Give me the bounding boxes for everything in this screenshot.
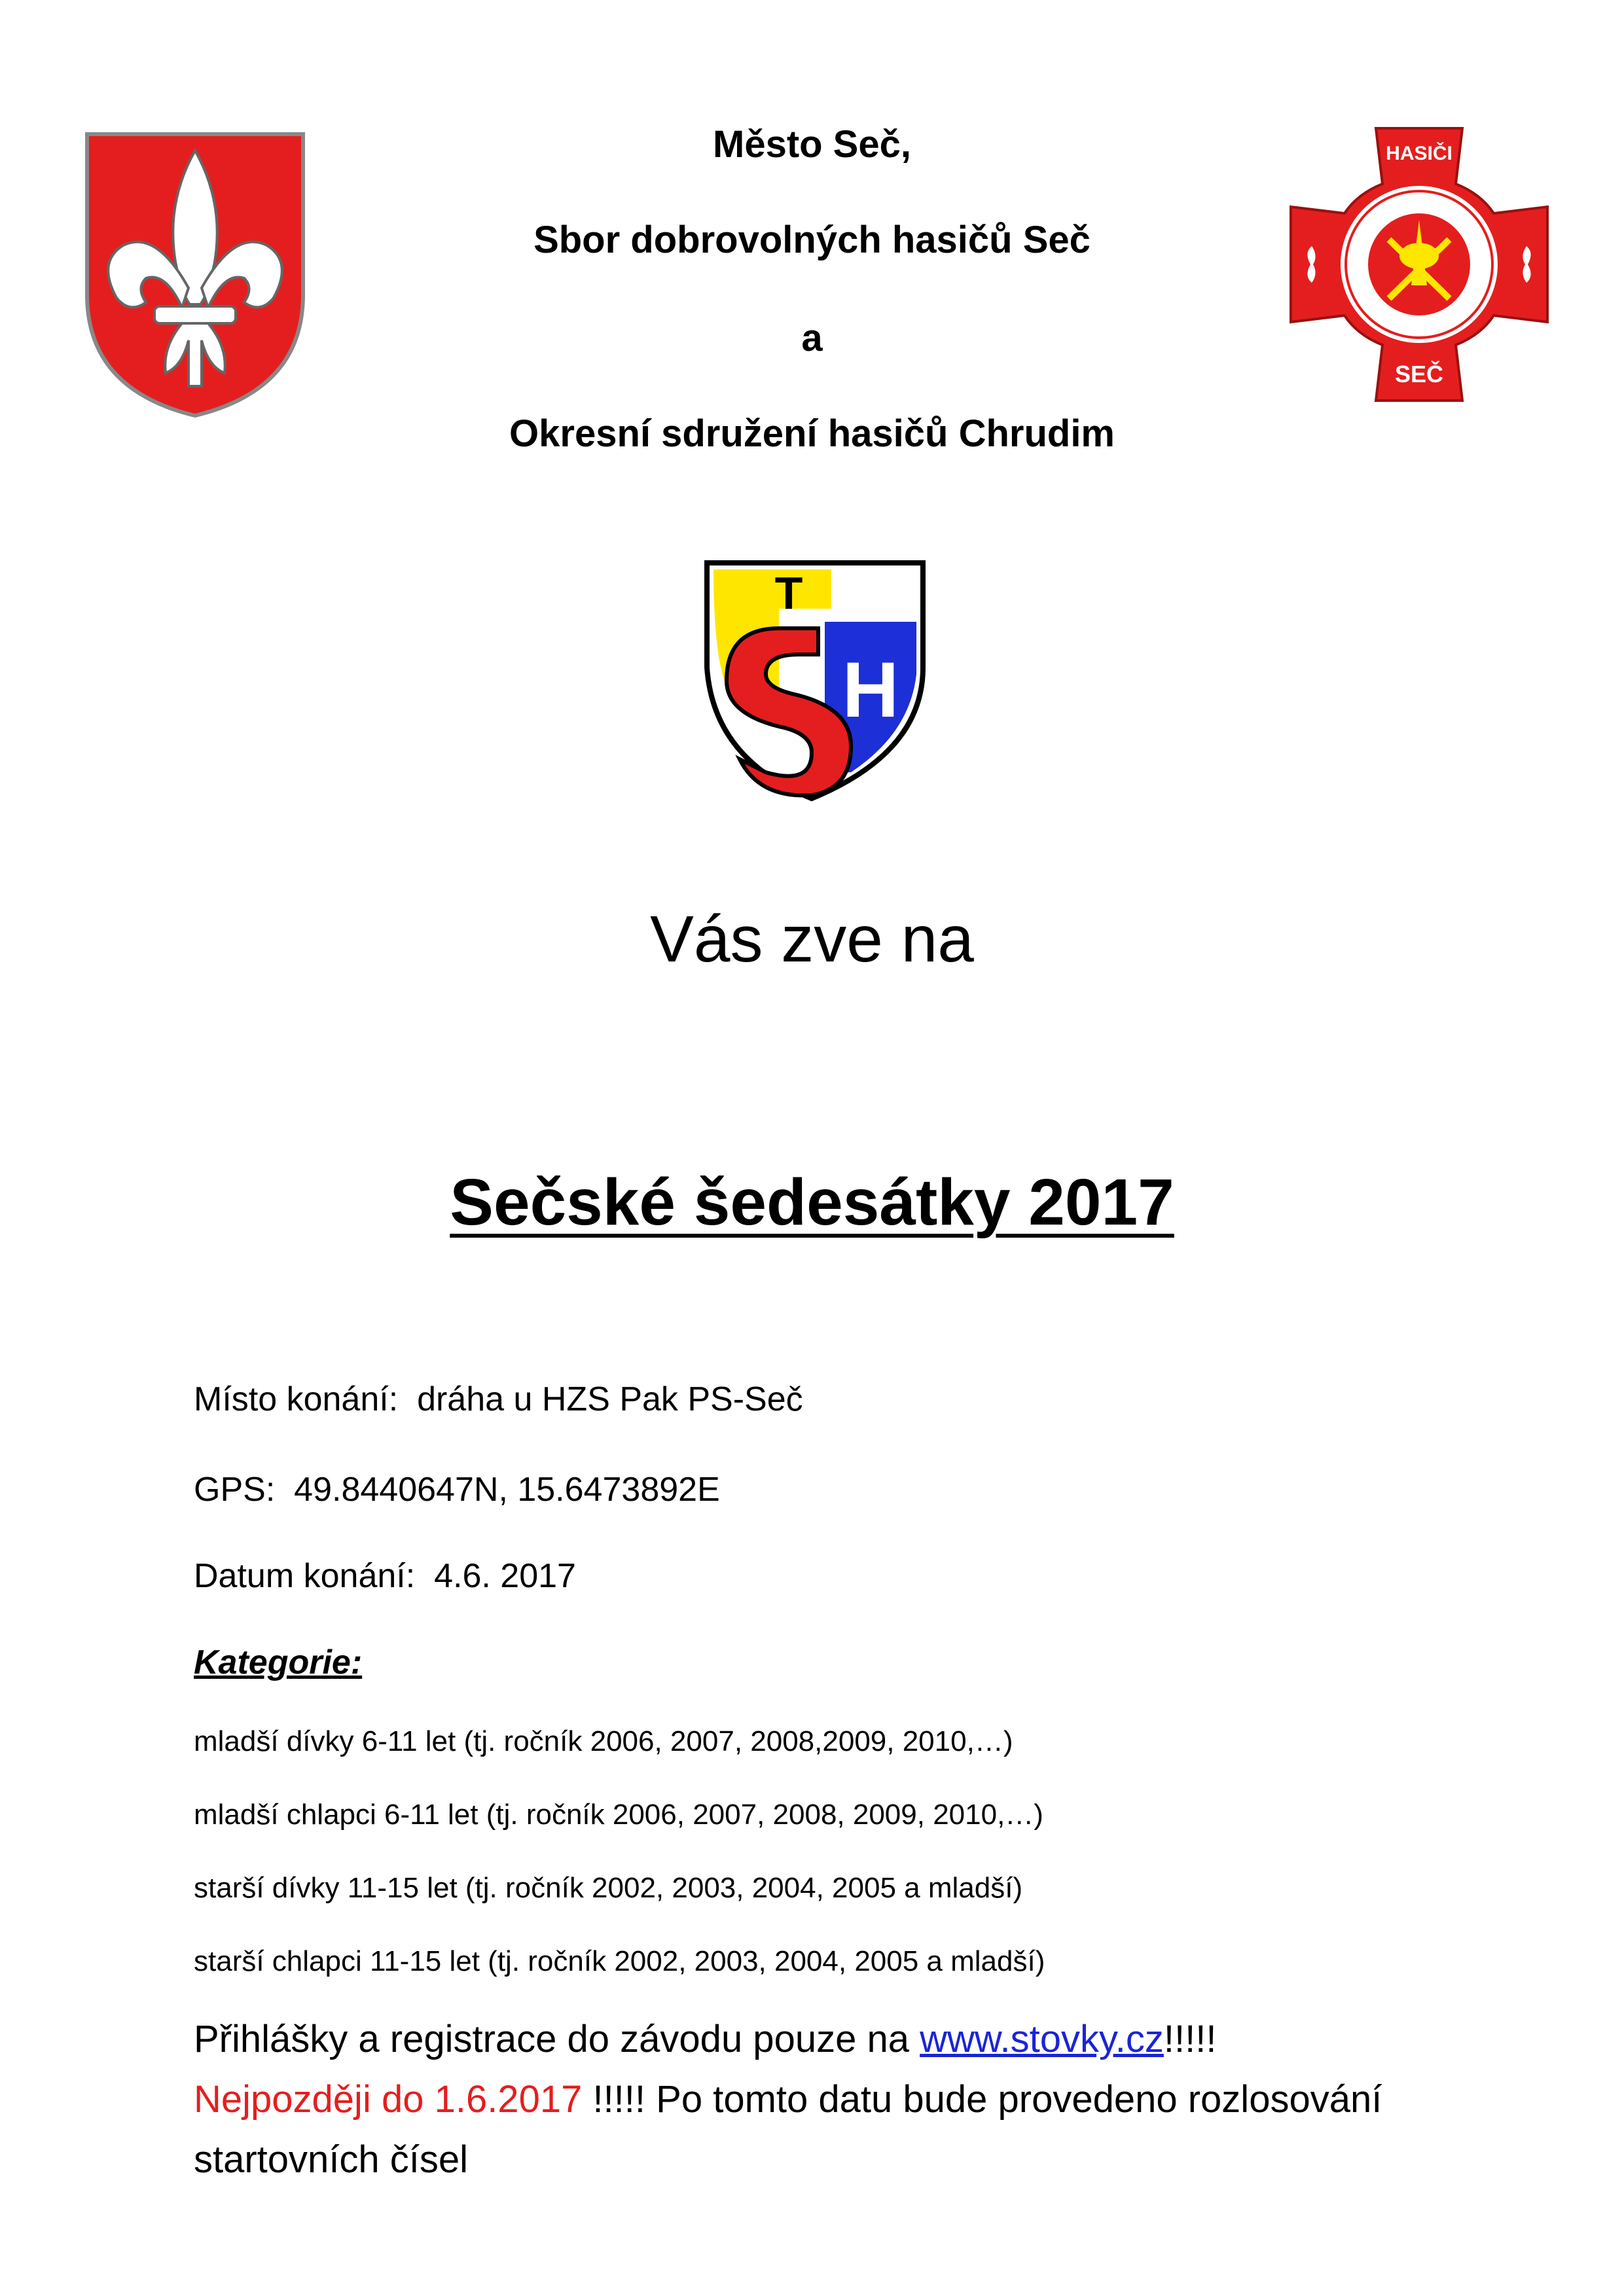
- venue-value: dráha u HZS Pak PS-Seč: [417, 1380, 803, 1418]
- header-line-town: Město Seč,: [713, 123, 911, 166]
- badge-top-text: HASIČI: [1386, 143, 1453, 164]
- gps-value: 49.8440647N, 15.6473892E: [294, 1471, 720, 1509]
- registration-note: [194, 2009, 1490, 2190]
- registration-exclamation: !!!!!: [1163, 2018, 1217, 2060]
- header-line-and: a: [801, 317, 823, 359]
- shcms-logo: [661, 537, 962, 818]
- registration-link[interactable]: www.stovky.cz: [920, 2018, 1164, 2060]
- event-title-wrapper: [0, 1165, 1624, 1240]
- svg-text:T: T: [774, 567, 803, 619]
- date-line: [194, 1556, 576, 1596]
- category-item: starší chlapci 11-15 let (tj. ročník 2002, 2003, 2004, 2005 a mladší): [194, 1945, 1045, 1977]
- gps-line: [194, 1470, 720, 1509]
- event-title: Sečské šedesátky 2017: [450, 1166, 1174, 1239]
- venue-line: [194, 1380, 803, 1419]
- badge-bottom-text: SEČ: [1394, 361, 1444, 387]
- sec-coat-of-arms-logo: [84, 131, 306, 419]
- registration-text: Přihlášky a registrace do závodu pouze na: [194, 2018, 920, 2060]
- date-label: Datum konání:: [194, 1557, 416, 1595]
- venue-label: Místo konání:: [194, 1380, 399, 1418]
- registration-draw-note: !!!!! Po tomto datu bude provedeno rozlosování startovních čísel: [194, 2078, 1382, 2181]
- svg-text:H: H: [842, 646, 899, 734]
- categories-heading: Kategorie:: [194, 1643, 363, 1681]
- date-value: 4.6. 2017: [434, 1557, 576, 1595]
- category-item: mladší chlapci 6-11 let (tj. ročník 2006, 2007, 2008, 2009, 2010,…): [194, 1799, 1043, 1831]
- registration-deadline: Nejpozději do 1.6.2017: [194, 2078, 583, 2121]
- category-item: starší dívky 11-15 let (tj. ročník 2002, 2003, 2004, 2005 a mladší): [194, 1872, 1023, 1904]
- invitation-text: Vás zve na: [650, 903, 974, 976]
- category-item: mladší dívky 6-11 let (tj. ročník 2006, 2007, 2008,2009, 2010,…): [194, 1725, 1013, 1757]
- gps-label: GPS:: [194, 1471, 276, 1509]
- header-line-district-association: Okresní sdružení hasičů Chrudim: [509, 412, 1115, 455]
- header-line-fire-brigade: Sbor dobrovolných hasičů Seč: [533, 219, 1091, 261]
